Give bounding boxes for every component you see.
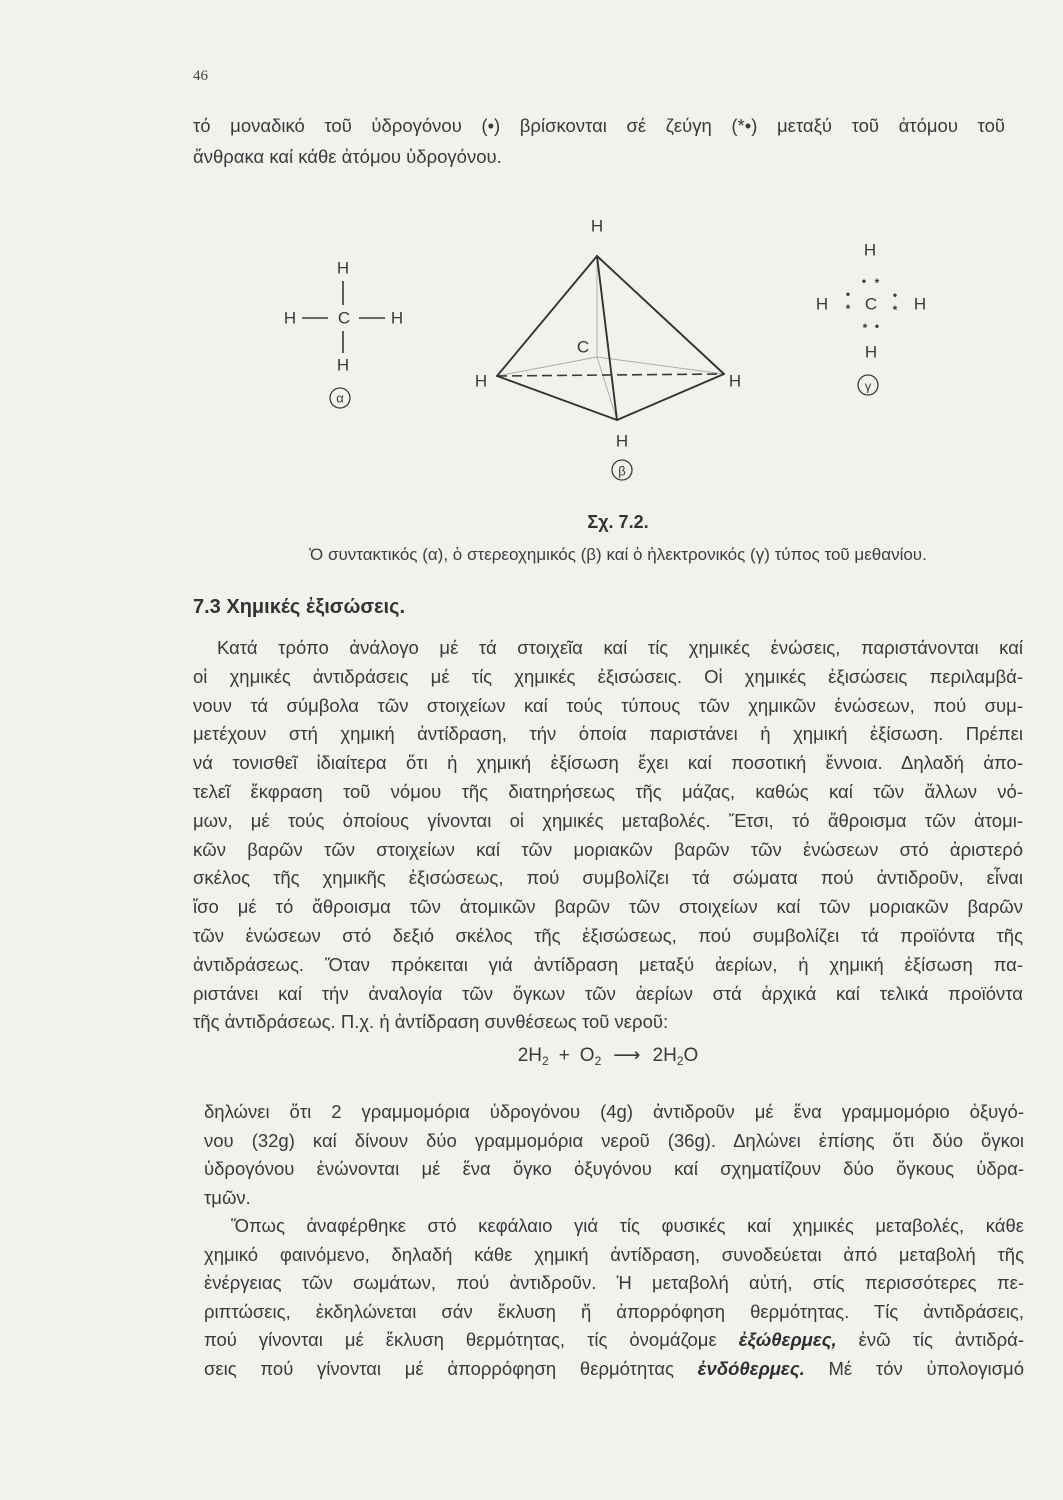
hydrogen-electron: • [845,287,851,301]
atom-hydrogen-bottom: H [864,342,878,362]
body-line: μων, μέ τούς ὁποίους γίνονται οἱ χημικές μεταβολές. Ἔτσι, τό ἄθροισμα τῶν ἀτομι- [193,809,1023,831]
text-segment: ἐνῶ τίς ἀντιδρά- [836,1329,1024,1350]
tetrahedron-edge [597,256,724,374]
equation-subscript: 2 [676,1054,684,1068]
atom-hydrogen-left: H [283,308,297,328]
hydrogen-electron: • [861,274,867,288]
bold-term-endothermic: ἐνδόθερμες. [697,1357,805,1379]
body-line: τῶν ἑνώσεων στό δεξιό σκέλος τῆς ἐξισώσεως, πού συμβολίζει τά προϊόντα τῆς [193,924,1023,946]
tetrahedron-edge [497,256,597,376]
figure-caption: Ὁ συντακτικός (α), ὁ στερεοχημικός (β) καί ὁ ἠλεκτρονικός (γ) τύπος τοῦ μεθανίου. [309,545,927,564]
body-line: σκέλος τῆς χημικῆς ἐξισώσεως, πού συμβολίζει τά σώματα πού ἀντιδροῦν, εἶναι [193,867,1023,889]
equation-subscript: 2 [594,1054,602,1068]
paragraph-reaction-energy [204,1212,1024,1383]
atom-hydrogen-left: H [474,371,488,391]
intro-line: τό μοναδικό τοῦ ὑδρογόνου (•) βρίσκονται σέ ζεύγη (*•) μεταξύ τοῦ ἀτόμου τοῦ [193,115,1005,136]
section-heading: 7.3 Χημικές ἐξισώσεις. [193,596,406,618]
electronic-formula [816,241,926,396]
atom-hydrogen-bottom: H [615,431,629,451]
body-line: τελεῖ ἔκφραση τοῦ νόμου τῆς διατηρήσεως τῆς μάζας, καθώς καί τῶν ἄλλων νό- [193,780,1023,802]
tetrahedron-edge [497,376,617,420]
reaction-arrow-icon: ⟶ [613,1044,641,1066]
paragraph-chemical-equations [193,634,1023,1037]
body-line: ἴσο μέ τό ἄθροισμα τῶν ἀτομικῶν βαρῶν τῶν στοιχείων καί τῶν μοριακῶν βαρῶν [193,896,1023,918]
atom-carbon: C [337,308,351,328]
bond-line [497,357,597,376]
equation-reactant-hydrogen [518,1045,549,1066]
equation-term: 2H [517,1045,542,1066]
body-line: μετέχουν στή χημική ἀντίδραση, τήν ὁποία παριστάνει ἡ χημική ἐξίσωση. Πρέπει [193,723,1023,745]
hydrogen-electron: • [874,319,880,333]
carbon-electron: * [874,276,880,290]
body-line: νά τονισθεῖ ἰδιαίτερα ὅτι ἡ χημική ἐξίσωση ἔχει καί ποσοτική ἔννοια. Δηλαδή ἀπο- [193,752,1023,774]
chemical-equation [193,1040,1023,1071]
body-line: τῆς ἀντιδράσεως. Π.χ. ἡ ἀντίδραση συνθέσεως τοῦ νεροῦ: [193,1011,669,1033]
body-line: δηλώνει ὅτι 2 γραμμομόρια ὑδρογόνου (4g) ἀντιδροῦν μέ ἕνα γραμμομόριο ὀξυγό- [204,1101,1024,1122]
atom-hydrogen-top: H [590,216,604,236]
structural-formula [284,259,403,409]
equation-term: O [579,1045,595,1066]
figure-label-alpha: α [336,390,344,406]
hydrogen-electron: • [892,288,898,302]
paragraph-equation-meaning [204,1098,1024,1212]
equation-plus-sign: + [558,1045,570,1066]
equation-term: 2H [652,1045,677,1066]
figure-number: Σχ. 7.2. [587,512,649,532]
body-line: οἱ χημικές ἀντιδράσεις μέ τίς χημικές ἐξισώσεις. Οἱ χημικές ἐξισώσεις περιλαμβά- [193,665,1023,687]
atom-hydrogen-top: H [863,240,877,260]
body-line: ἐνέργειας τῶν σωμάτων, πού ἀντιδροῦν. Ἡ μεταβολή αὐτή, στίς περισσότερες πε- [204,1272,1024,1293]
body-line: χημικό φαινόμενο, δηλαδή κάθε χημική ἀντίδραση, συνοδεύεται ἀπό μεταβολή τῆς [204,1243,1024,1265]
carbon-electron: * [892,303,898,317]
body-line: Ὅπως ἀναφέρθηκε στό κεφάλαιο γιά τίς φυσικές καί χημικές μεταβολές, κάθε [231,1215,1024,1236]
equation-subscript: 2 [542,1054,549,1068]
atom-hydrogen-right: H [390,308,404,328]
equation-product-water [653,1045,699,1066]
body-line: ριπτώσεις, ἐκδηλώνεται σάν ἔκλυση ἤ ἀπορρόφηση θερμότητας. Τίς ἀντιδράσεις, [204,1300,1024,1322]
body-line: ὑδρογόνου ἑνώνονται μέ ἕνα ὄγκο ὀξυγόνου καί σχηματίζουν δύο ὄγκους ὑδρα- [204,1158,1024,1179]
body-line [204,1355,1024,1384]
atom-carbon: C [576,337,590,357]
atom-hydrogen-left: H [815,294,829,314]
text-segment: Μέ τόν ὑπολογισμό [804,1357,1024,1379]
atom-hydrogen-right: H [913,294,927,314]
body-line: κῶν βαρῶν τῶν στοιχείων καί τῶν μοριακῶν βαρῶν τῶν ἑνώσεων στό ἀριστερό [193,838,1023,860]
body-line: νου (32g) καί δίνουν δύο γραμμομόρια νεροῦ (36g). Δηλώνει ἐπίσης ὅτι δύο ὄγκοι [204,1129,1024,1151]
body-line: τμῶν. [204,1186,251,1208]
page-number: 46 [193,68,208,84]
atom-hydrogen-top: H [336,258,350,278]
carbon-electron: * [862,321,868,335]
body-line: ἀντιδράσεως. Ὅταν πρόκειται γιά ἀντίδραση μεταξύ ἀερίων, ἡ χημική ἐξίσωση πα- [193,953,1023,975]
atom-hydrogen-right: H [728,371,742,391]
equation-reactant-oxygen [580,1045,601,1066]
intro-paragraph [193,110,1005,172]
body-line: Κατά τρόπο ἀνάλογο μέ τά στοιχεῖα καί τίς χημικές ἑνώσεις, παριστάνονται καί [217,637,1023,658]
body-line [204,1326,1024,1355]
methane-formulas-figure [0,200,1063,500]
bold-term-exothermic: ἐξώθερμες, [738,1329,837,1350]
figure-label-beta: β [618,463,626,479]
carbon-electron: * [845,302,851,316]
tetrahedron-edge [617,374,724,420]
text-segment: πού γίνονται μέ ἔκλυση θερμότητας, τίς ὀνομάζομε [204,1329,739,1350]
atom-carbon: C [864,294,878,314]
stereochemical-formula [475,217,741,481]
bond-line [597,357,724,374]
body-line: νουν τά σύμβολα τῶν στοιχείων καί τούς τύπους τῶν χημικῶν ἑνώσεων, πού συμ- [193,694,1023,716]
intro-line: ἄνθρακα καί κάθε ἀτόμου ὑδρογόνου. [193,146,502,167]
text-segment: σεις πού γίνονται μέ ἀπορρόφηση θερμότητας [204,1357,698,1379]
atom-hydrogen-bottom: H [336,355,350,375]
body-line: ριστάνει καί τήν ἀναλογία τῶν ὄγκων τῶν ἀερίων στά ἀρχικά καί τελικά προϊόντα [193,982,1023,1004]
tetrahedron-edge [597,256,617,420]
figure-label-gamma: γ [864,378,872,394]
equation-term: O [683,1045,699,1066]
